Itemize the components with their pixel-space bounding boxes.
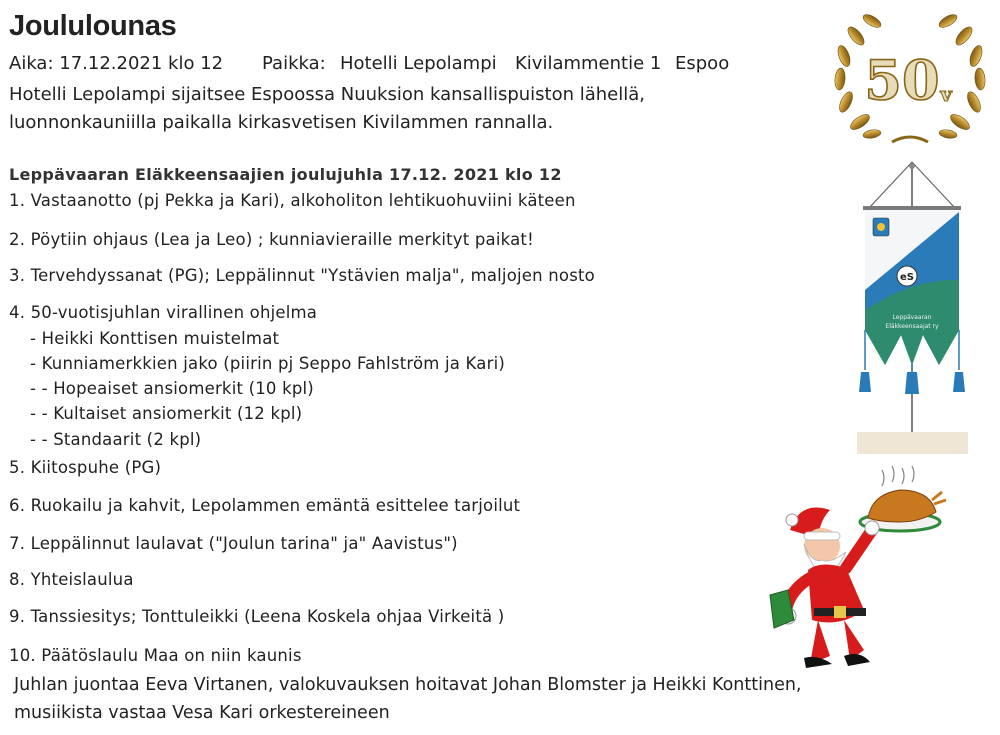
program-item: 3. Tervehdyssanat (PG); Leppälinnut "Ystävien malja", maljojen nosto (9, 266, 595, 285)
footer-line: Juhlan juontaa Eeva Virtanen, valokuvauksen hoitavat Johan Blomster ja Heikki Konttinen, (14, 675, 802, 695)
footer-line: musiikista vastaa Vesa Kari orkestereineen (14, 703, 390, 723)
program-subitem: - - Standaarit (2 kpl) (30, 430, 202, 449)
place-label: Paikka: (262, 53, 326, 74)
hotel-name: Hotelli Lepolampi (340, 53, 497, 74)
program-item: 9. Tanssiesitys; Tonttuleikki (Leena Koskela ohjaa Virkeitä ) (9, 607, 505, 626)
program-item: 1. Vastaanotto (pj Pekka ja Kari), alkoholiton lehtikuohuviini käteen (9, 191, 576, 210)
program-subitem: - Heikki Konttisen muistelmat (30, 329, 280, 348)
event-time: Aika: 17.12.2021 klo 12 (9, 53, 224, 74)
emblem-number: 50 (864, 48, 940, 112)
city-name: Espoo (675, 53, 730, 74)
program-heading: Leppävaaran Eläkkeensaajien joulujuhla 17.12. 2021 klo 12 (9, 165, 562, 184)
association-pennant (855, 160, 970, 456)
program-subitem: - Kunniamerkkien jako (piirin pj Seppo Fahlström ja Kari) (30, 354, 506, 373)
page-title: Joululounas (9, 10, 177, 42)
program-item: 5. Kiitospuhe (PG) (9, 458, 162, 477)
laurel-wreath-icon (830, 4, 990, 154)
santa-illustration (760, 460, 950, 670)
pennant-text-line: Leppävaaran (892, 314, 932, 321)
pennant-monogram: eS (900, 272, 914, 283)
intro-line: luonnonkauniilla paikalla kirkasvetisen Kivilammen rannalla. (9, 112, 554, 133)
pennant-text-line: Eläkkeensaajat ry (885, 323, 939, 330)
anniversary-emblem (830, 4, 990, 154)
program-item: 10. Päätöslaulu Maa on niin kaunis (9, 646, 302, 665)
program-subitem: - - Hopeaiset ansiomerkit (10 kpl) (30, 379, 314, 398)
program-subitem: - - Kultaiset ansiomerkit (12 kpl) (30, 404, 303, 423)
program-item: 4. 50-vuotisjuhlan virallinen ohjelma (9, 303, 318, 322)
emblem-suffix: v (940, 82, 952, 106)
intro-line: Hotelli Lepolampi sijaitsee Espoossa Nuuksion kansallispuiston lähellä, (9, 84, 646, 105)
program-item: 8. Yhteislaulua (9, 570, 134, 589)
program-item: 2. Pöytiin ohjaus (Lea ja Leo) ; kunniavieraille merkityt paikat! (9, 230, 534, 249)
pennant-flag-icon (855, 160, 970, 456)
santa-claus-icon (760, 460, 950, 670)
program-item: 7. Leppälinnut laulavat ("Joulun tarina" ja" Aavistus") (9, 534, 458, 553)
street-address: Kivilammentie 1 (515, 53, 662, 74)
program-item: 6. Ruokailu ja kahvit, Lepolammen emäntä esittelee tarjoilut (9, 496, 521, 515)
